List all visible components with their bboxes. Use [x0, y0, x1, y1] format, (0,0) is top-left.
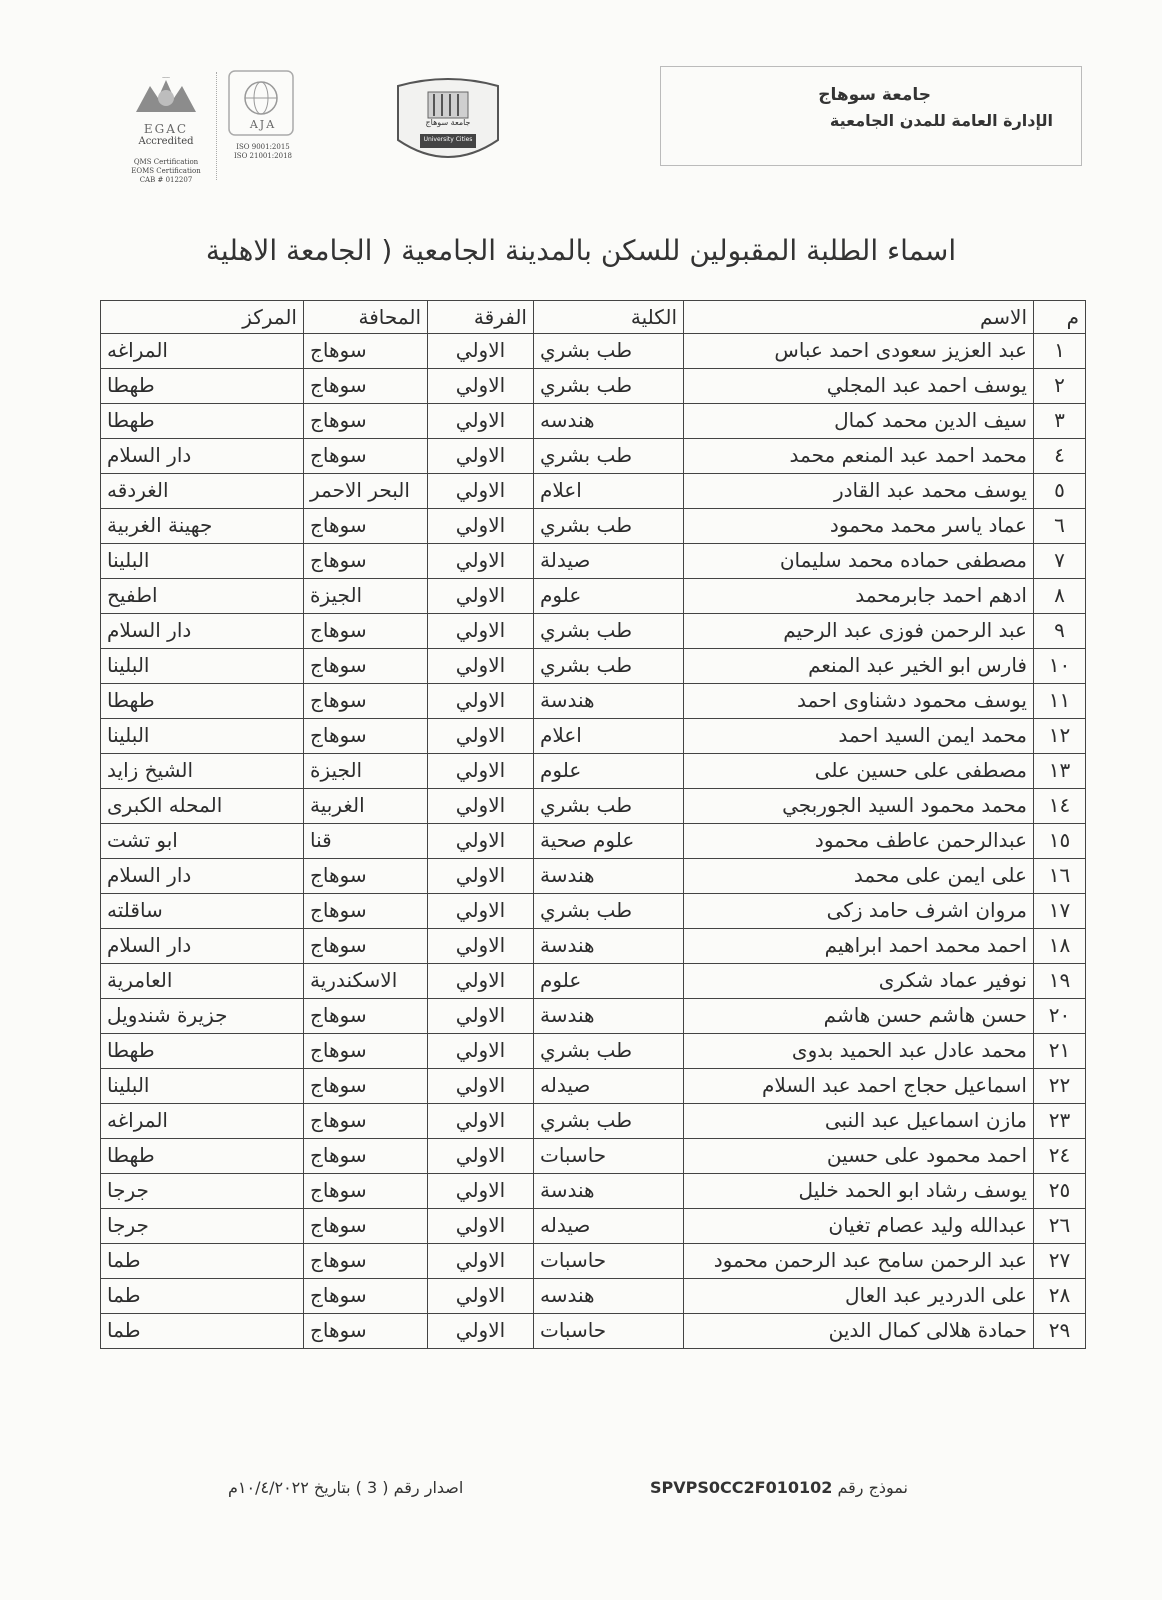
year-cell: الاولي — [428, 1279, 534, 1314]
aja-cert-line: ISO 21001:2018 — [234, 152, 292, 160]
student-name-cell: محمد محمود السيد الجوربجي — [684, 789, 1034, 824]
row-number-cell: ١ — [1034, 334, 1086, 369]
faculty-cell: هندسة — [534, 929, 684, 964]
table-row — [101, 1279, 1086, 1314]
governorate-cell: سوهاج — [304, 719, 428, 754]
year-cell: الاولي — [428, 614, 534, 649]
center-cell: الشيخ زايد — [101, 754, 304, 789]
row-number-cell: ٦ — [1034, 509, 1086, 544]
aja-cert-line: ISO 9001:2015 — [236, 143, 290, 151]
row-number-cell: ٩ — [1034, 614, 1086, 649]
center-cell: ساقلته — [101, 894, 304, 929]
center-cell: جهينة الغربية — [101, 509, 304, 544]
table-row — [101, 1174, 1086, 1209]
student-name-cell: على الدردير عبد العال — [684, 1279, 1034, 1314]
year-cell: الاولي — [428, 334, 534, 369]
aja-label: AJA — [249, 118, 277, 131]
center-cell: المحله الكبرى — [101, 789, 304, 824]
governorate-cell: سوهاج — [304, 1104, 428, 1139]
student-name-cell: محمد عادل عبد الحميد بدوى — [684, 1034, 1034, 1069]
student-name-cell: ادهم احمد جابرمحمد — [684, 579, 1034, 614]
row-number-cell: ١٦ — [1034, 859, 1086, 894]
student-name-cell: يوسف محمد عبد القادر — [684, 474, 1034, 509]
governorate-cell: سوهاج — [304, 1139, 428, 1174]
row-number-cell: ٢٩ — [1034, 1314, 1086, 1349]
row-number-cell: ٢٧ — [1034, 1244, 1086, 1279]
governorate-cell: الغربية — [304, 789, 428, 824]
year-cell: الاولي — [428, 579, 534, 614]
center-cell: جزيرة شندويل — [101, 999, 304, 1034]
student-name-cell: عبدالرحمن عاطف محمود — [684, 824, 1034, 859]
student-name-cell: فارس ابو الخير عبد المنعم — [684, 649, 1034, 684]
year-cell: الاولي — [428, 719, 534, 754]
faculty-cell: طب بشري — [534, 649, 684, 684]
table-row — [101, 964, 1086, 999]
year-cell: الاولي — [428, 1139, 534, 1174]
student-name-cell: نوفير عماد شكرى — [684, 964, 1034, 999]
center-cell: ابو تشت — [101, 824, 304, 859]
egac-cert-line: QMS Certification — [133, 158, 199, 166]
year-cell: الاولي — [428, 964, 534, 999]
row-number-cell: ٤ — [1034, 439, 1086, 474]
issue-info: اصدار رقم ( 3 ) بتاريخ ١٠/٤/٢٠٢٢م — [228, 1478, 464, 1497]
egac-emblem-icon — [116, 72, 216, 118]
table-row — [101, 1209, 1086, 1244]
year-cell: الاولي — [428, 369, 534, 404]
student-name-cell: اسماعيل حجاج احمد عبد السلام — [684, 1069, 1034, 1104]
governorate-cell: سوهاج — [304, 614, 428, 649]
governorate-cell: سوهاج — [304, 1174, 428, 1209]
faculty-cell: طب بشري — [534, 1104, 684, 1139]
year-cell: الاولي — [428, 754, 534, 789]
governorate-cell: سوهاج — [304, 439, 428, 474]
university-logo-text: جامعة سوهاج — [425, 118, 471, 127]
faculty-cell: حاسبات — [534, 1314, 684, 1349]
form-code: SPVPS0CC2F010102 — [650, 1478, 833, 1497]
center-cell: البلينا — [101, 1069, 304, 1104]
row-number-cell: ٢١ — [1034, 1034, 1086, 1069]
year-cell: الاولي — [428, 929, 534, 964]
table-row — [101, 369, 1086, 404]
faculty-cell: طب بشري — [534, 439, 684, 474]
faculty-cell: صيدلة — [534, 544, 684, 579]
row-number-cell: ١١ — [1034, 684, 1086, 719]
table-row — [101, 789, 1086, 824]
year-cell: الاولي — [428, 789, 534, 824]
header-cell: المركز — [101, 301, 304, 334]
header-cell: م — [1034, 301, 1086, 334]
faculty-cell: علوم — [534, 579, 684, 614]
table-row — [101, 1244, 1086, 1279]
governorate-cell: سوهاج — [304, 1244, 428, 1279]
center-cell: طهطا — [101, 404, 304, 439]
egac-cert-line: EOMS Certification — [131, 167, 201, 175]
faculty-cell: هندسه — [534, 1279, 684, 1314]
university-name: جامعة سوهاج — [818, 85, 931, 105]
table-row — [101, 579, 1086, 614]
year-cell: الاولي — [428, 1314, 534, 1349]
student-name-cell: احمد محمد احمد ابراهيم — [684, 929, 1034, 964]
table-row — [101, 824, 1086, 859]
table-row — [101, 1314, 1086, 1349]
table-row — [101, 1104, 1086, 1139]
table-row — [101, 929, 1086, 964]
governorate-cell: سوهاج — [304, 334, 428, 369]
center-cell: طما — [101, 1314, 304, 1349]
governorate-cell: سوهاج — [304, 1034, 428, 1069]
governorate-cell: سوهاج — [304, 929, 428, 964]
governorate-cell: سوهاج — [304, 894, 428, 929]
university-header-box — [660, 66, 1082, 166]
svg-text:ـــــ: ـــــ — [162, 74, 170, 80]
governorate-cell: سوهاج — [304, 684, 428, 719]
year-cell: الاولي — [428, 1209, 534, 1244]
header-cell: الاسم — [684, 301, 1034, 334]
row-number-cell: ٢٣ — [1034, 1104, 1086, 1139]
row-number-cell: ٢ — [1034, 369, 1086, 404]
governorate-cell: سوهاج — [304, 859, 428, 894]
row-number-cell: ٣ — [1034, 404, 1086, 439]
table-row — [101, 894, 1086, 929]
center-cell: دار السلام — [101, 439, 304, 474]
students-table — [100, 300, 1086, 1349]
table-row — [101, 1034, 1086, 1069]
table-row — [101, 649, 1086, 684]
center-cell: طهطا — [101, 1034, 304, 1069]
faculty-cell: حاسبات — [534, 1244, 684, 1279]
center-cell: جرجا — [101, 1209, 304, 1244]
faculty-cell: علوم — [534, 754, 684, 789]
faculty-cell: اعلام — [534, 719, 684, 754]
governorate-cell: الجيزة — [304, 754, 428, 789]
row-number-cell: ٨ — [1034, 579, 1086, 614]
year-cell: الاولي — [428, 1174, 534, 1209]
table-row — [101, 684, 1086, 719]
faculty-cell: هندسة — [534, 1174, 684, 1209]
student-name-cell: حسن هاشم حسن هاشم — [684, 999, 1034, 1034]
year-cell: الاولي — [428, 1244, 534, 1279]
year-cell: الاولي — [428, 404, 534, 439]
faculty-cell: طب بشري — [534, 614, 684, 649]
governorate-cell: سوهاج — [304, 1279, 428, 1314]
faculty-cell: علوم صحية — [534, 824, 684, 859]
form-label: نموذج رقم — [837, 1478, 908, 1497]
student-name-cell: احمد محمود على حسين — [684, 1139, 1034, 1174]
governorate-cell: قنا — [304, 824, 428, 859]
governorate-cell: سوهاج — [304, 1314, 428, 1349]
student-name-cell: مروان اشرف حامد زكى — [684, 894, 1034, 929]
table-header-row — [101, 301, 1086, 334]
student-name-cell: عماد ياسر محمد محمود — [684, 509, 1034, 544]
egac-cert-line: CAB # 012207 — [139, 176, 193, 184]
faculty-cell: طب بشري — [534, 334, 684, 369]
faculty-cell: هندسة — [534, 999, 684, 1034]
row-number-cell: ١٥ — [1034, 824, 1086, 859]
center-cell: دار السلام — [101, 859, 304, 894]
faculty-cell: طب بشري — [534, 369, 684, 404]
table-row — [101, 614, 1086, 649]
faculty-cell: طب بشري — [534, 894, 684, 929]
governorate-cell: سوهاج — [304, 999, 428, 1034]
year-cell: الاولي — [428, 509, 534, 544]
governorate-cell: سوهاج — [304, 649, 428, 684]
center-cell: اطفيح — [101, 579, 304, 614]
student-name-cell: محمد احمد عبد المنعم محمد — [684, 439, 1034, 474]
year-cell: الاولي — [428, 684, 534, 719]
table-row — [101, 754, 1086, 789]
student-name-cell: مازن اسماعيل عبد النبى — [684, 1104, 1034, 1139]
center-cell: طما — [101, 1244, 304, 1279]
row-number-cell: ٢٦ — [1034, 1209, 1086, 1244]
center-cell: العامرية — [101, 964, 304, 999]
student-name-cell: على ايمن على محمد — [684, 859, 1034, 894]
center-cell: جرجا — [101, 1174, 304, 1209]
student-name-cell: يوسف احمد عبد المجلي — [684, 369, 1034, 404]
faculty-cell: طب بشري — [534, 1034, 684, 1069]
year-cell: الاولي — [428, 1104, 534, 1139]
faculty-cell: صيدله — [534, 1069, 684, 1104]
faculty-cell: هندسه — [534, 404, 684, 439]
faculty-cell: اعلام — [534, 474, 684, 509]
egac-word: EGAC — [143, 122, 189, 136]
aja-certification-logo — [222, 70, 304, 176]
row-number-cell: ٢٤ — [1034, 1139, 1086, 1174]
center-cell: البلينا — [101, 719, 304, 754]
table-row — [101, 439, 1086, 474]
row-number-cell: ٢٢ — [1034, 1069, 1086, 1104]
student-name-cell: مصطفى على حسين على — [684, 754, 1034, 789]
governorate-cell: سوهاج — [304, 1069, 428, 1104]
university-logo — [394, 78, 502, 168]
student-name-cell: حمادة هلالى كمال الدين — [684, 1314, 1034, 1349]
row-number-cell: ١٣ — [1034, 754, 1086, 789]
faculty-cell: علوم — [534, 964, 684, 999]
year-cell: الاولي — [428, 1069, 534, 1104]
row-number-cell: ١٧ — [1034, 894, 1086, 929]
row-number-cell: ١٨ — [1034, 929, 1086, 964]
center-cell: طهطا — [101, 684, 304, 719]
table-row — [101, 719, 1086, 754]
governorate-cell: البحر الاحمر — [304, 474, 428, 509]
table-row — [101, 474, 1086, 509]
center-cell: دار السلام — [101, 929, 304, 964]
department-name: الإدارة العامة للمدن الجامعية — [829, 111, 1053, 130]
center-cell: طهطا — [101, 369, 304, 404]
row-number-cell: ١٩ — [1034, 964, 1086, 999]
faculty-cell: هندسة — [534, 859, 684, 894]
governorate-cell: سوهاج — [304, 509, 428, 544]
faculty-cell: صيدله — [534, 1209, 684, 1244]
egac-accredited: Accredited — [138, 136, 194, 147]
table-row — [101, 509, 1086, 544]
student-name-cell: مصطفى حماده محمد سليمان — [684, 544, 1034, 579]
year-cell: الاولي — [428, 649, 534, 684]
row-number-cell: ٢٥ — [1034, 1174, 1086, 1209]
center-cell: المراغه — [101, 334, 304, 369]
year-cell: الاولي — [428, 824, 534, 859]
governorate-cell: سوهاج — [304, 1209, 428, 1244]
table-row — [101, 334, 1086, 369]
year-cell: الاولي — [428, 544, 534, 579]
center-cell: البلينا — [101, 649, 304, 684]
egac-accreditation-logo — [116, 72, 217, 184]
faculty-cell: طب بشري — [534, 789, 684, 824]
student-name-cell: يوسف رشاد ابو الحمد خليل — [684, 1174, 1034, 1209]
university-logo-caption: University Cities — [423, 136, 473, 143]
header-cell: الكلية — [534, 301, 684, 334]
table-row — [101, 859, 1086, 894]
row-number-cell: ٢٠ — [1034, 999, 1086, 1034]
student-name-cell: عبدالله وليد عصام تغيان — [684, 1209, 1034, 1244]
student-name-cell: عبد العزيز سعودى احمد عباس — [684, 334, 1034, 369]
year-cell: الاولي — [428, 859, 534, 894]
student-name-cell: محمد ايمن السيد احمد — [684, 719, 1034, 754]
year-cell: الاولي — [428, 474, 534, 509]
governorate-cell: سوهاج — [304, 369, 428, 404]
year-cell: الاولي — [428, 894, 534, 929]
row-number-cell: ٢٨ — [1034, 1279, 1086, 1314]
center-cell: البلينا — [101, 544, 304, 579]
table-row — [101, 1069, 1086, 1104]
table-row — [101, 999, 1086, 1034]
center-cell: المراغه — [101, 1104, 304, 1139]
student-name-cell: عبد الرحمن سامح عبد الرحمن محمود — [684, 1244, 1034, 1279]
year-cell: الاولي — [428, 999, 534, 1034]
faculty-cell: هندسة — [534, 684, 684, 719]
row-number-cell: ١٢ — [1034, 719, 1086, 754]
form-number — [650, 1478, 908, 1497]
center-cell: طهطا — [101, 1139, 304, 1174]
faculty-cell: حاسبات — [534, 1139, 684, 1174]
row-number-cell: ١٤ — [1034, 789, 1086, 824]
row-number-cell: ٧ — [1034, 544, 1086, 579]
governorate-cell: سوهاج — [304, 404, 428, 439]
header-cell: المحافة — [304, 301, 428, 334]
student-name-cell: سيف الدين محمد كمال — [684, 404, 1034, 439]
governorate-cell: الاسكندرية — [304, 964, 428, 999]
center-cell: الغردقه — [101, 474, 304, 509]
student-name-cell: عبد الرحمن فوزى عبد الرحيم — [684, 614, 1034, 649]
year-cell: الاولي — [428, 1034, 534, 1069]
header-cell: الفرقة — [428, 301, 534, 334]
table-row — [101, 544, 1086, 579]
row-number-cell: ١٠ — [1034, 649, 1086, 684]
student-name-cell: يوسف محمود دشناوى احمد — [684, 684, 1034, 719]
governorate-cell: سوهاج — [304, 544, 428, 579]
table-row — [101, 1139, 1086, 1174]
table-row — [101, 404, 1086, 439]
center-cell: طما — [101, 1279, 304, 1314]
center-cell: دار السلام — [101, 614, 304, 649]
governorate-cell: الجيزة — [304, 579, 428, 614]
year-cell: الاولي — [428, 439, 534, 474]
row-number-cell: ٥ — [1034, 474, 1086, 509]
document-title: اسماء الطلبة المقبولين للسكن بالمدينة الجامعية ( الجامعة الاهلية — [205, 234, 957, 267]
faculty-cell: طب بشري — [534, 509, 684, 544]
